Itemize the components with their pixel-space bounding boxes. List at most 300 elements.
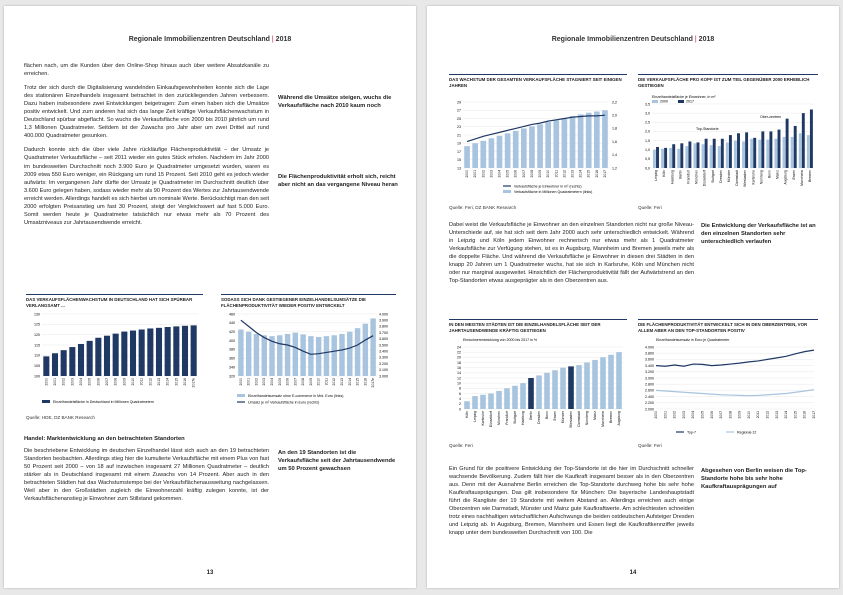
x-tick-label: Hamburg <box>670 170 675 185</box>
legend-swatch <box>237 394 245 397</box>
y-tick-label: 29 <box>457 100 461 105</box>
y-tick-label: 3.400 <box>645 364 654 369</box>
bar <box>734 141 737 168</box>
page-14 <box>427 6 839 588</box>
source-note: Quelle: Feri, DZ BANK Research <box>449 205 517 210</box>
x-tick-label: 2013 <box>774 411 779 419</box>
bar <box>766 140 769 168</box>
x-tick-label: München <box>694 170 699 185</box>
y-tick-label: 3,0 <box>645 111 650 116</box>
bar <box>693 144 696 169</box>
bar <box>472 144 478 169</box>
x-tick-label: Augsburg <box>783 170 788 185</box>
x-tick-label: 2006 <box>709 411 714 419</box>
bar <box>182 326 188 376</box>
y-tick-label: 27 <box>457 108 461 113</box>
bar <box>537 125 543 169</box>
page-header: Regionale Immobilienzentren Deutschland | 2018 <box>128 36 292 43</box>
bar <box>520 384 526 410</box>
bar <box>156 328 162 376</box>
chart-svg <box>221 308 396 408</box>
x-tick-label: 2015 <box>174 378 179 386</box>
y2-tick-label: 3.200 <box>379 362 388 367</box>
x-tick-label: Hamburg <box>521 411 525 426</box>
y-tick-label: 360 <box>229 357 235 362</box>
y-tick-label: 2.800 <box>645 382 654 387</box>
y2-tick-label: 3.400 <box>379 349 388 354</box>
x-tick-label: Dresden <box>718 170 723 184</box>
x-tick-label: Mannheim <box>601 411 605 428</box>
x-tick-label: 2017 <box>812 411 816 419</box>
x-tick-label: 2009 <box>122 378 127 386</box>
x-tick-label: 2001 <box>246 378 251 386</box>
x-tick-label: 2001 <box>663 411 668 419</box>
y2-tick-label: 1,6 <box>612 140 617 145</box>
x-tick-label: 2004 <box>270 378 274 386</box>
chart-svg <box>26 308 203 408</box>
x-tick-label: 2007 <box>521 170 526 178</box>
x-tick-label: 2000 <box>465 170 470 178</box>
x-tick-label: 2007 <box>293 378 298 386</box>
x-tick-label: 2017e <box>371 378 376 388</box>
bar <box>104 336 110 376</box>
x-tick-label: 2005 <box>700 411 705 419</box>
chart-svg <box>449 333 627 438</box>
chart-title: DAS VERKAUFSFLÄCHENWACHSTUM IN DEUTSCHLAND HAT SICH SPÜRBAR VERLANGSAMT ... <box>26 297 193 308</box>
x-tick-label: Bremen <box>807 170 812 183</box>
x-tick-label: Leipzig <box>654 170 659 182</box>
bar <box>729 136 732 169</box>
x-tick-label: Köln <box>465 411 469 419</box>
bar <box>672 145 675 169</box>
bar <box>562 119 568 169</box>
bar <box>347 332 352 376</box>
x-tick-label: Münster <box>561 411 565 424</box>
y-tick-label: 17 <box>457 150 461 155</box>
x-tick-label: 2001 <box>53 378 57 386</box>
x-tick-label: 2017e <box>191 378 196 388</box>
x-tick-label: Wiesbaden <box>569 411 573 429</box>
bar <box>726 143 729 169</box>
x-tick-label: München <box>497 411 501 426</box>
x-tick-label: 2011 <box>139 378 144 386</box>
y2-tick-label: 1,8 <box>612 127 617 132</box>
x-tick-label: 2002 <box>254 378 259 386</box>
bar <box>608 355 614 409</box>
legend-label: Verkaufsfläche in Millionen Quadratmetern (links) <box>514 190 593 195</box>
y2-tick-label: 3.700 <box>379 331 388 336</box>
bar <box>293 333 298 376</box>
chart-svg <box>638 333 818 438</box>
bar <box>324 337 329 377</box>
bar <box>262 336 267 377</box>
x-tick-label: Düsseldorf <box>489 411 493 428</box>
x-tick-label: 2001 <box>473 170 478 178</box>
legend-label: Einzelhandelsfläche in Deutschland in Millionen Quadratmetern <box>53 400 154 405</box>
y-tick-label: 440 <box>229 321 235 326</box>
x-tick-label: 2010 <box>746 411 751 419</box>
x-tick-label: 2002 <box>481 170 486 178</box>
x-tick-label: 2011 <box>324 378 329 386</box>
y-tick-label: 2 <box>459 402 461 407</box>
legend-label: 2000 <box>660 100 668 105</box>
x-tick-label: Frankfurt <box>686 170 691 185</box>
x-tick-label: 2006 <box>285 378 290 386</box>
x-tick-label: Stuttgart <box>710 170 715 184</box>
source-note: Quelle: HDE, DZ BANK Research <box>26 415 95 420</box>
y2-tick-label: 3.100 <box>379 368 388 373</box>
bar <box>95 338 101 376</box>
bar <box>697 143 700 169</box>
x-tick-label: Mannheim <box>799 170 804 187</box>
bar <box>685 146 688 168</box>
y-tick-label: 14 <box>457 371 461 376</box>
bar <box>87 341 93 376</box>
bar <box>602 111 608 169</box>
bar <box>277 336 282 377</box>
page-header: Regionale Immobilienzentren Deutschland | 2018 <box>551 36 715 43</box>
bar <box>480 395 486 409</box>
x-tick-label: 2002 <box>61 378 66 386</box>
x-tick-label: 2005 <box>277 378 282 386</box>
bar <box>791 137 794 168</box>
x-tick-label: 2002 <box>672 411 677 419</box>
x-tick-label: Nürnberg <box>759 170 764 185</box>
x-tick-label: Karlsruhe <box>481 411 485 426</box>
x-tick-label: 2003 <box>262 378 267 386</box>
bar <box>552 371 558 410</box>
bar <box>750 139 753 168</box>
bar <box>505 134 511 169</box>
bar <box>165 327 171 376</box>
y-tick-label: 115 <box>34 343 40 348</box>
y2-tick-label: 2,2 <box>612 100 617 105</box>
x-tick-label: Bonn <box>545 411 549 420</box>
y-tick-label: 3.200 <box>645 370 654 375</box>
y-tick-label: 25 <box>457 117 461 122</box>
x-tick-label: Essen <box>553 411 557 421</box>
legend-swatch <box>42 400 50 403</box>
bar <box>308 337 313 377</box>
y-axis-label: Einwohnerentwicklung von 2000 bis 2017 in % <box>463 338 538 343</box>
x-tick-label: Stuttgart <box>513 411 517 425</box>
bar <box>139 330 145 377</box>
y-tick-label: 105 <box>34 364 40 369</box>
chart-title: DIE FLÄCHENPRODUKTIVITÄT ENTWICKELT SICH IN DEN OBERZENTREN, VOR ALLEM ABER AN DEN TOP-STANDORTEN POSITIV <box>638 322 808 333</box>
x-tick-label: Bremen <box>609 411 613 424</box>
y-tick-label: 460 <box>229 312 235 317</box>
x-tick-label: 2004 <box>691 411 696 419</box>
sidenote-2: Die Flächenproduktivität erholt sich, reicht aber nicht an das vergangene Niveau heran <box>278 174 398 188</box>
y-tick-label: 21 <box>457 133 461 138</box>
chart-title: IN DEN MEISTEN STÄDTEN IST DIE EINZELHANDELSFLÄCHE SEIT DER JAHRTAUSENDWENDE KRÄFTIG GESTIEGEN <box>449 322 601 333</box>
y-tick-label: 23 <box>457 125 461 130</box>
bar <box>664 148 667 168</box>
y-tick-label: 125 <box>34 323 40 328</box>
bar <box>802 114 805 169</box>
bar <box>713 139 716 168</box>
source-note: Quelle: Feri <box>449 443 473 448</box>
bar <box>761 132 764 169</box>
bar <box>586 113 592 168</box>
bar <box>528 378 534 409</box>
x-tick-label: 2012 <box>148 378 153 386</box>
x-tick-label: 2006 <box>96 378 101 386</box>
body-text-bottom <box>24 447 269 509</box>
bar <box>576 366 582 410</box>
y-tick-label: 2.400 <box>645 395 654 400</box>
bar <box>705 139 708 168</box>
bar <box>769 132 772 169</box>
y-tick-label: 340 <box>229 365 235 370</box>
bar <box>496 391 502 409</box>
source-note: Quelle: Feri <box>638 443 662 448</box>
bar <box>69 348 75 377</box>
y-tick-label: 0 <box>459 407 461 412</box>
x-tick-label: Karlsruhe <box>751 170 756 185</box>
bar <box>794 126 797 168</box>
bar <box>661 149 664 168</box>
x-tick-label: 2014 <box>784 411 789 419</box>
y2-tick-label: 3.300 <box>379 356 388 361</box>
bar <box>807 136 810 169</box>
bar <box>702 145 705 169</box>
series-line <box>241 321 373 355</box>
x-tick-label: 2008 <box>301 378 306 386</box>
y-tick-label: 20 <box>457 356 461 361</box>
page-13 <box>4 6 416 588</box>
x-tick-label: 2016 <box>183 378 187 386</box>
y2-tick-label: 3.000 <box>379 374 388 379</box>
chart-einwohnerentwicklung <box>449 319 627 440</box>
y2-tick-label: 3.800 <box>379 325 388 330</box>
bar <box>774 139 777 168</box>
bar <box>653 150 656 168</box>
x-tick-label: 2009 <box>737 411 742 419</box>
legend-label: Umsatz je m² Verkaufsfläche in Euro (rechts) <box>248 400 320 405</box>
y-tick-label: 19 <box>457 141 461 146</box>
bar <box>238 330 243 377</box>
x-tick-label: 2011 <box>554 170 559 178</box>
y-tick-label: 120 <box>34 333 40 338</box>
x-tick-label: 2015 <box>793 411 798 419</box>
bar <box>578 115 584 169</box>
bar <box>370 319 375 377</box>
y-tick-label: 110 <box>34 354 40 359</box>
x-tick-label: Frankfurt <box>505 411 509 426</box>
bar <box>472 397 478 410</box>
bar <box>78 344 84 376</box>
y-tick-label: 1,5 <box>645 139 650 144</box>
legend-label: Einzelhandelsumsatz ohne E-commerce in Mrd. Euro (links) <box>248 394 344 399</box>
x-tick-label: 2000 <box>654 411 658 419</box>
bar <box>786 119 789 168</box>
y-tick-label: 320 <box>229 374 235 379</box>
bar <box>568 367 574 410</box>
x-tick-label: 2014 <box>347 378 352 386</box>
legend-swatch <box>652 100 658 103</box>
bar <box>513 131 519 168</box>
series-line <box>467 116 605 142</box>
legend-label: Verkaufsfläche je Einwohner in m² (rechts) <box>514 184 582 189</box>
chart-flaechenproduktivitaet-standorte <box>638 319 818 440</box>
x-tick-label: 2010 <box>131 378 135 386</box>
x-tick-label: 2013 <box>570 170 575 178</box>
y-tick-label: 4.000 <box>645 345 654 350</box>
y-tick-label: 22 <box>457 350 461 355</box>
bar <box>332 336 337 377</box>
bar <box>594 112 600 169</box>
x-tick-label: 2009 <box>308 378 313 386</box>
paragraph: flächen nach, um die Kunden über den Online-Shop hinaus auch über weitere Absatzkanäle zu erreichen. <box>24 63 269 78</box>
chart-title: DAS WACHSTUM DER GESAMTEN VERKAUFSFLÄCHE STAGNIERT SEIT EINIGEN JAHREN <box>449 77 622 88</box>
bar <box>464 147 470 169</box>
bar <box>316 337 321 376</box>
annotation-label: Top-Standorte <box>696 127 719 132</box>
y-tick-label: 380 <box>229 348 235 353</box>
y-tick-label: 2,5 <box>645 121 650 126</box>
bar <box>721 139 724 168</box>
x-tick-label: Nürnberg <box>585 411 589 426</box>
bar <box>246 332 251 376</box>
bar <box>52 354 58 377</box>
source-note: Quelle: Feri <box>638 205 662 210</box>
x-tick-label: 2016 <box>363 378 368 386</box>
y2-tick-label: 2,0 <box>612 113 617 118</box>
x-tick-label: 2006 <box>513 170 518 178</box>
bar <box>758 140 761 168</box>
body-text-top <box>24 62 269 233</box>
chart-svg <box>449 88 627 203</box>
x-tick-label: 2014 <box>165 378 170 386</box>
y-tick-label: 3.800 <box>645 351 654 356</box>
x-tick-label: Berlin <box>529 411 533 421</box>
paragraph: Ein Grund für die positivere Entwicklung der Top-Standorte ist die hier im Durchschnitt schneller wachsende Bevölkerung. Zudem fällt hier die Kaufkraft insgesamt besser als in den Oberzentren aus. Denn mit der Ausnahme Berlin erreichen die Top-Standorte durchweg hohe bis sehr hohe Kaufkraftausprägungen. Das gilt insbesondere für München: Die bayerische Landeshauptstadt führt die Rangliste der 19 Standorte mit weitem Abstand an. Allerdings erreichen auch einige Oberzentren wie Darmstadt, Münster und Mainz gute Kaufkraftwerte. Am schlechtesten schneiden trotz eines nachhaltigen wirtschaftlichen Aufschwungs die beiden ostdeutschen Aufsteiger Dresden und Leipzig ab. In Augsburg, Bremen, Mannheim und Essen liegt die Kaufkraftkennziffer jeweils knapp unter dem bundesweiten Durchschnitt von 100. Die <box>449 466 694 537</box>
y2-tick-label: 3.600 <box>379 337 388 342</box>
y-axis-label: Einzelhandelsumsatz in Euro je Quadratmeter <box>656 338 730 343</box>
chart-svg <box>638 88 818 203</box>
paragraph: Trotz der sich durch die Digitalisierung wandelnden Einkaufsgewohnheiten konnte sich die Lage des stationären Einzelhandels insgesamt betrachtet in den zurückliegenden Jahren verbessern. Dazu haben insbesondere zwei Entwicklungen beigetragen: Zum einen haben sich die Umsätze positiv entwickelt. Und zum anderen hat sich das lange Zeit kräftige Verkaufsflächenwachstum in Deutschland spürbar abgeflacht. So wuchs die Verkaufsfläche von 2000 bis 2010 jährlich um rund 1,3 Millionen Quadratmeter. Seitdem ist der Zuwachs pro Jahr aber um zwei Drittel auf rund 400.000 Quadratmeter gesunken. <box>24 85 269 140</box>
y2-tick-label: 1,4 <box>612 153 617 158</box>
legend-swatch <box>678 100 684 103</box>
y-tick-label: 24 <box>457 345 461 350</box>
legend-label: Top-7 <box>687 430 696 435</box>
x-tick-label: 2015 <box>355 378 360 386</box>
bar <box>61 351 67 377</box>
section-heading: Handel: Marktentwicklung an den betrachteten Standorten <box>24 436 185 442</box>
x-tick-label: Düsseldorf <box>702 170 707 187</box>
x-tick-label: 2005 <box>505 170 510 178</box>
y2-tick-label: 1,2 <box>612 166 617 171</box>
sidenote-bottom: Abgesehen von Berlin weisen die Top-Standorte hohe bis sehr hohe Kaufkraftausprägungen auf <box>701 468 807 490</box>
x-tick-label: 2011 <box>756 411 761 419</box>
y-tick-label: 2.200 <box>645 401 654 406</box>
x-tick-label: 2000 <box>238 378 243 386</box>
chart-flaeche-pro-kopf <box>638 74 818 203</box>
x-tick-label: 2008 <box>113 378 118 386</box>
x-tick-label: 2004 <box>79 378 83 386</box>
bar <box>592 360 598 409</box>
legend-label: 2017 <box>686 100 694 105</box>
bar <box>121 332 127 376</box>
x-tick-label: Darmstadt <box>735 170 740 187</box>
y-tick-label: 18 <box>457 361 461 366</box>
bar <box>570 116 576 168</box>
bar <box>616 353 622 410</box>
sidenote-1: Während die Umsätze steigen, wuchs die Verkaufsfläche nach 2010 kaum noch <box>278 95 392 109</box>
bar <box>688 142 691 169</box>
bar <box>536 376 542 410</box>
bar <box>656 147 659 168</box>
y-tick-label: 3.600 <box>645 358 654 363</box>
y-tick-label: 3.000 <box>645 376 654 381</box>
series-line <box>656 351 814 367</box>
y-tick-label: 420 <box>229 330 235 335</box>
x-tick-label: 2010 <box>316 378 321 386</box>
x-tick-label: Essen <box>791 170 796 180</box>
bar <box>339 334 344 376</box>
page-number: 14 <box>629 570 637 576</box>
bar <box>545 123 551 169</box>
chart-gesamtflaeche <box>449 74 627 203</box>
y2-tick-label: 3.500 <box>379 343 388 348</box>
bar <box>745 133 748 169</box>
x-tick-label: 2012 <box>765 411 770 419</box>
paragraph: Dabei weist die Verkaufsfläche je Einwohner an den einzelnen Standorten nicht nur große Niveau-Unterschiede auf, sie hat sich seit dem Jahr 2000 auch sehr unterschiedlich entwickelt. Während in Leipzig und Köln jedem Einwohner rechnerisch nur etwas mehr als 1 Quadratmeter Verkaufsfläche zur Verfügung stehen, ist es in Augsburg, Mannheim und Bremen jeweils mehr als die doppelte Fläche. Und während die Verkaufsfläche je Einwohner in diesen drei Städten in den knapp 20 Jahren um 1 Quadratmeter wuchs, hat sie sich in Karlsruhe, Köln und München nicht oder nur marginal ausgeweitet. Hinsichtlich der Flächenproduktivität fällt der Aufwärtstrend an den Top-Standorten etwas ausgeprägter als in den Oberzentren aus. <box>449 222 694 285</box>
x-tick-label: Wiesbaden <box>743 170 748 188</box>
bar <box>778 130 781 168</box>
chart-flaechenproduktivitaet <box>221 294 396 412</box>
body-text-mid <box>449 221 694 291</box>
bar <box>504 389 510 410</box>
x-tick-label: 2015 <box>586 170 591 178</box>
bar <box>742 142 745 169</box>
x-tick-label: 2003 <box>70 378 75 386</box>
legend-label: Regional-12 <box>737 430 757 435</box>
y-tick-label: 130 <box>34 312 40 317</box>
bar <box>355 329 360 377</box>
y-tick-label: 4 <box>459 397 461 402</box>
bar <box>783 137 786 168</box>
paragraph: Die beschriebene Entwicklung im deutschen Einzelhandel lässt sich auch an den 19 betrachteten Standorten beobachten. Allerdings stieg hier die kumulierte Verkaufsfläche mit einem Plus von fast 50 Prozent seit 2000 – von 18 auf inzwischen insgesamt 27 Millionen Quadratmeter – deutlich stärker als in Deutschland insgesamt mit einem Zuwachs von 14 Prozent. Aber auch in den betrachteten Städten hat das Wachstumstempo bei der Verkaufsflächenausweitung nachgelassen. Weil aber in den Großstädten zugleich die Einwohnerzahl kräftig zulegen konnte, ist der Verkaufsflächenanstieg je Einwohner zum Stillstand gekommen. <box>24 448 269 503</box>
bar <box>254 334 259 376</box>
bar <box>560 368 566 409</box>
y-tick-label: 10 <box>457 381 461 386</box>
bar <box>113 334 119 376</box>
x-tick-label: 2010 <box>546 170 551 178</box>
bar <box>191 326 197 377</box>
x-tick-label: 2014 <box>578 170 583 178</box>
x-tick-label: 2008 <box>728 411 733 419</box>
y-tick-label: 6 <box>459 392 461 397</box>
bar <box>718 146 721 168</box>
bar <box>363 324 368 376</box>
x-tick-label: 2003 <box>489 170 494 178</box>
y-tick-label: 16 <box>457 366 461 371</box>
bar <box>600 358 606 410</box>
bar <box>147 329 153 377</box>
y-tick-label: 2,0 <box>645 130 650 135</box>
bar <box>489 139 495 169</box>
body-text-bottom <box>449 465 694 543</box>
bar <box>173 327 179 377</box>
x-tick-label: Berlin <box>678 170 683 180</box>
bar <box>810 110 813 169</box>
y-tick-label: 0,5 <box>645 157 650 162</box>
y-tick-label: 8 <box>459 387 461 392</box>
bar <box>529 127 535 169</box>
bar <box>799 134 802 169</box>
